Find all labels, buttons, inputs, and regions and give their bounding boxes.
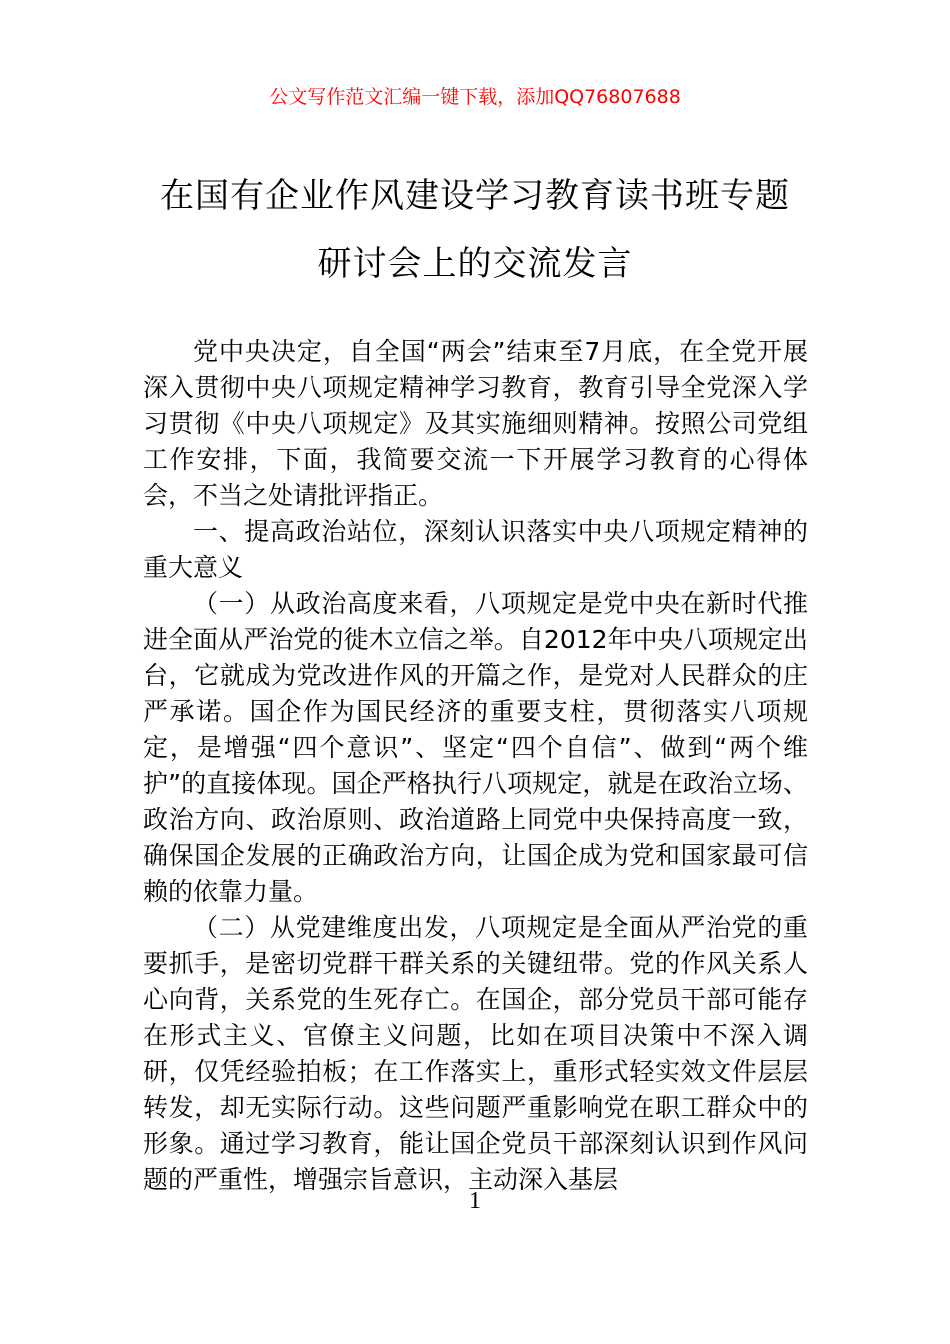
section-heading-1: 一、提高政治站位，深刻认识落实中央八项规定精神的重大意义 [143,517,808,582]
document-title-line-2: 研讨会上的交流发言 [317,244,633,284]
paragraph-political-height: （一）从政治高度来看，八项规定是党中央在新时代推进全面从严治党的徙木立信之举。自2012年中央八项规定出台，它就成为党改进作风的开篇之作，是党对人民群众的庄严承诺。国企作为国民经济的重要支柱，贯彻落实八项规定，是增强“四个意识”、坚定“四个自信”、做到“两个维护”的直接体现。国企严格执行八项规定，就是在政治立场、政治方向、政治原则、政治道路上同党中央保持高度一致，确保国企发展的正确政治方向，让国企成为党和国家最可信赖的依靠力量。 [143,589,808,906]
paragraph-intro: 党中央决定，自全国“两会”结束至7月底，在全党开展深入贯彻中央八项规定精神学习教育，教育引导全党深入学习贯彻《中央八项规定》及其实施细则精神。按照公司党组工作安排，下面，我简要交流一下开展学习教育的心得体会，不当之处请批评指正。 [143,337,808,510]
page-number: 1 [469,1188,481,1214]
document-title-line-1: 在国有企业作风建设学习教育读书班专题 [160,176,790,216]
download-banner: 公文写作范文汇编一键下载，添加QQ76807688 [269,86,681,108]
paragraph-party-building: （二）从党建维度出发，八项规定是全面从严治党的重要抓手，是密切党群干群关系的关键纽带。党的作风关系人心向背，关系党的生死存亡。在国企，部分党员干部可能存在形式主义、官僚主义问题，比如在项目决策中不深入调研，仅凭经验拍板；在工作落实上，重形式轻实效文件层层转发，却无实际行动。这些问题严重影响党在职工群众中的形象。通过学习教育，能让国企党员干部深刻认识到作风问题的严重性，增强宗旨意识，主动深入基层 [143,913,808,1194]
document-body [143,334,808,1198]
